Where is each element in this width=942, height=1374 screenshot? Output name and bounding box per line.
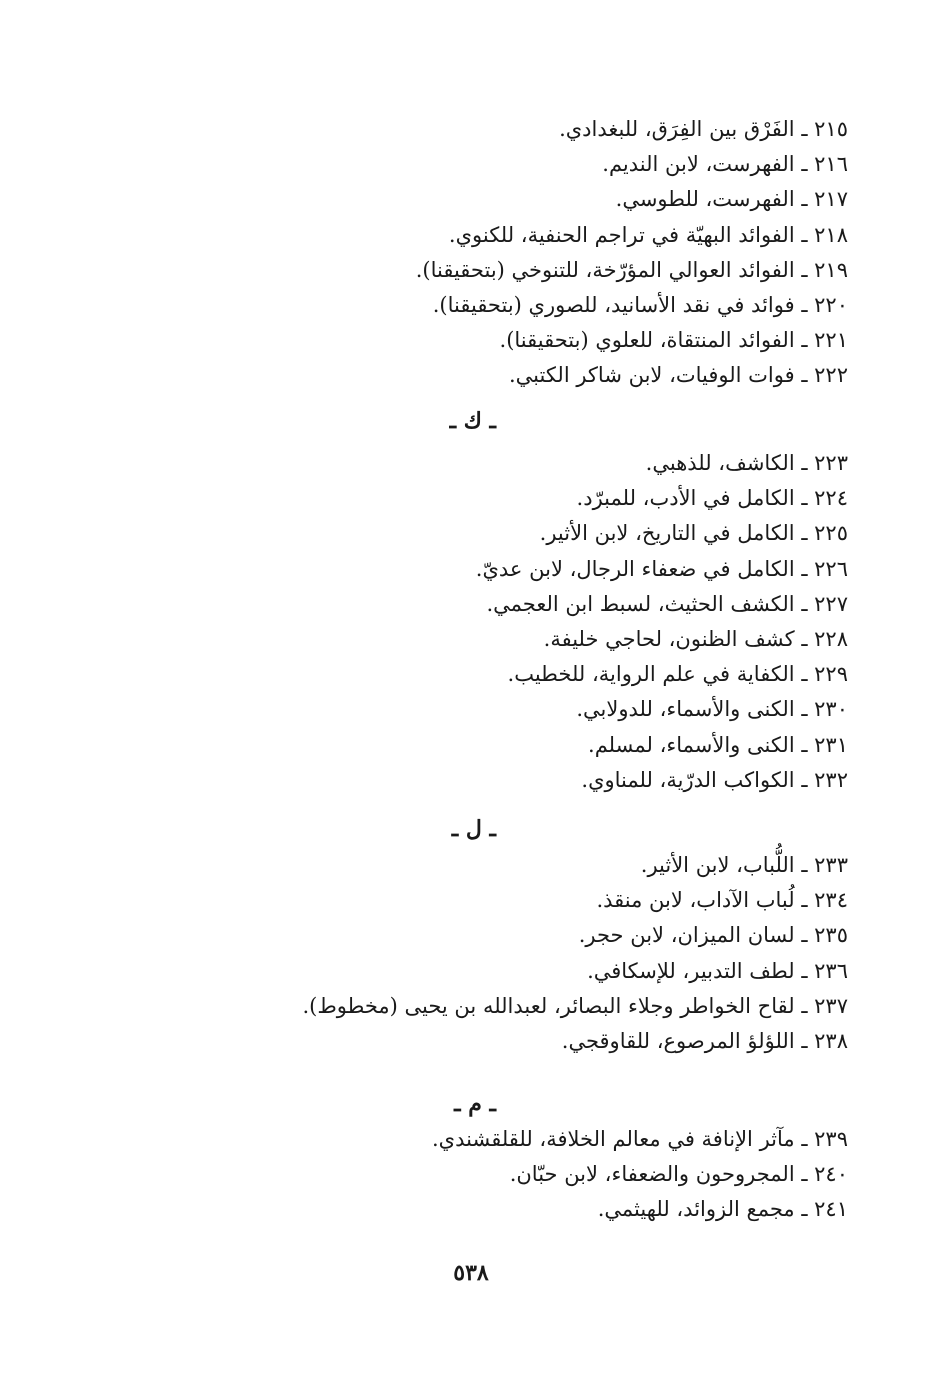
- bibliography-entry: ٢٣٩ ـ مآثر الإنافة في معالم الخلافة، للقلقشندي.: [432, 1127, 848, 1151]
- bibliography-entry: ٢٤٠ ـ المجروحون والضعفاء، لابن حبّان.: [509, 1162, 848, 1187]
- bibliography-entry: ٢٢٨ ـ كشف الظنون، لحاجي خليفة.: [543, 626, 848, 651]
- bibliography-entry: ٢٢٢ ـ فوات الوفيات، لابن شاكر الكتبي.: [508, 363, 848, 388]
- bibliography-entry: ٢٢٤ ـ الكامل في الأدب، للمبرّد.: [576, 486, 848, 511]
- bibliography-entry: ٢٤١ ـ مجمع الزوائد، للهيثمي.: [597, 1197, 848, 1222]
- bibliography-entry: ٢١٧ ـ الفهرست، للطوسي.: [615, 187, 848, 212]
- bibliography-entry: ٢١٨ ـ الفوائد البهيّة في تراجم الحنفية، للكنوي.: [448, 222, 848, 247]
- bibliography-entry: ٢٢٥ ـ الكامل في التاريخ، لابن الأثير.: [539, 521, 848, 546]
- bibliography-entry: ٢٣٢ ـ الكواكب الدرّية، للمناوي.: [581, 767, 848, 792]
- bibliography-section-mim: [288, 1122, 848, 1228]
- bibliography-entry: ٢٣١ ـ الكنى والأسماء، لمسلم.: [588, 732, 848, 757]
- section-heading-lam: ـ ل ـ: [451, 816, 496, 842]
- bibliography-entry: ٢١٩ ـ الفوائد العوالي المؤرّخة، للتنوخي (بتحقيقنا).: [415, 257, 848, 282]
- bibliography-entry: ٢١٥ ـ الفَرْق بين الفِرَق، للبغدادي.: [559, 117, 848, 141]
- bibliography-entry: ٢٢٩ ـ الكفاية في علم الرواية، للخطيب.: [507, 662, 848, 687]
- bibliography-section-f: [288, 112, 848, 394]
- bibliography-entry: ٢٣٧ ـ لقاح الخواطر وجلاء البصائر، لعبدالله بن يحيى (مخطوط).: [302, 993, 848, 1018]
- bibliography-entry: ٢٣٨ ـ اللؤلؤ المرصوع، للقاوقجي.: [561, 1028, 848, 1053]
- section-heading-mim: ـ م ـ: [454, 1091, 496, 1117]
- bibliography-entry: ٢٢٠ ـ فوائد في نقد الأسانيد، للصوري (بتحقيقنا).: [432, 292, 848, 317]
- bibliography-entry: ٢٣٣ ـ اللُّباب، لابن الأثير.: [640, 853, 848, 877]
- bibliography-entry: ٢٣٠ ـ الكنى والأسماء، للدولابي.: [576, 697, 848, 722]
- bibliography-section-lam: [288, 848, 848, 1059]
- page-number: ٥٣٨: [453, 1260, 489, 1286]
- bibliography-section-kaf: [288, 446, 848, 798]
- bibliography-entry: ٢٢٦ ـ الكامل في ضعفاء الرجال، لابن عديّ.: [475, 556, 848, 581]
- bibliography-entry: ٢١٦ ـ الفهرست، لابن النديم.: [602, 152, 848, 177]
- bibliography-entry: ٢٢٧ ـ الكشف الحثيث، لسبط ابن العجمي.: [486, 591, 848, 616]
- bibliography-entry: ٢٢٣ ـ الكاشف، للذهبي.: [645, 451, 848, 475]
- bibliography-entry: ٢٢١ ـ الفوائد المنتقاة، للعلوي (بتحقيقنا).: [499, 328, 848, 353]
- bibliography-entry: ٢٣٥ ـ لسان الميزان، لابن حجر.: [578, 923, 848, 948]
- section-heading-kaf: ـ ك ـ: [449, 408, 496, 434]
- bibliography-entry: ٢٣٤ ـ لُباب الآداب، لابن منقذ.: [596, 888, 848, 913]
- bibliography-entry: ٢٣٦ ـ لطف التدبير، للإسكافي.: [587, 958, 848, 983]
